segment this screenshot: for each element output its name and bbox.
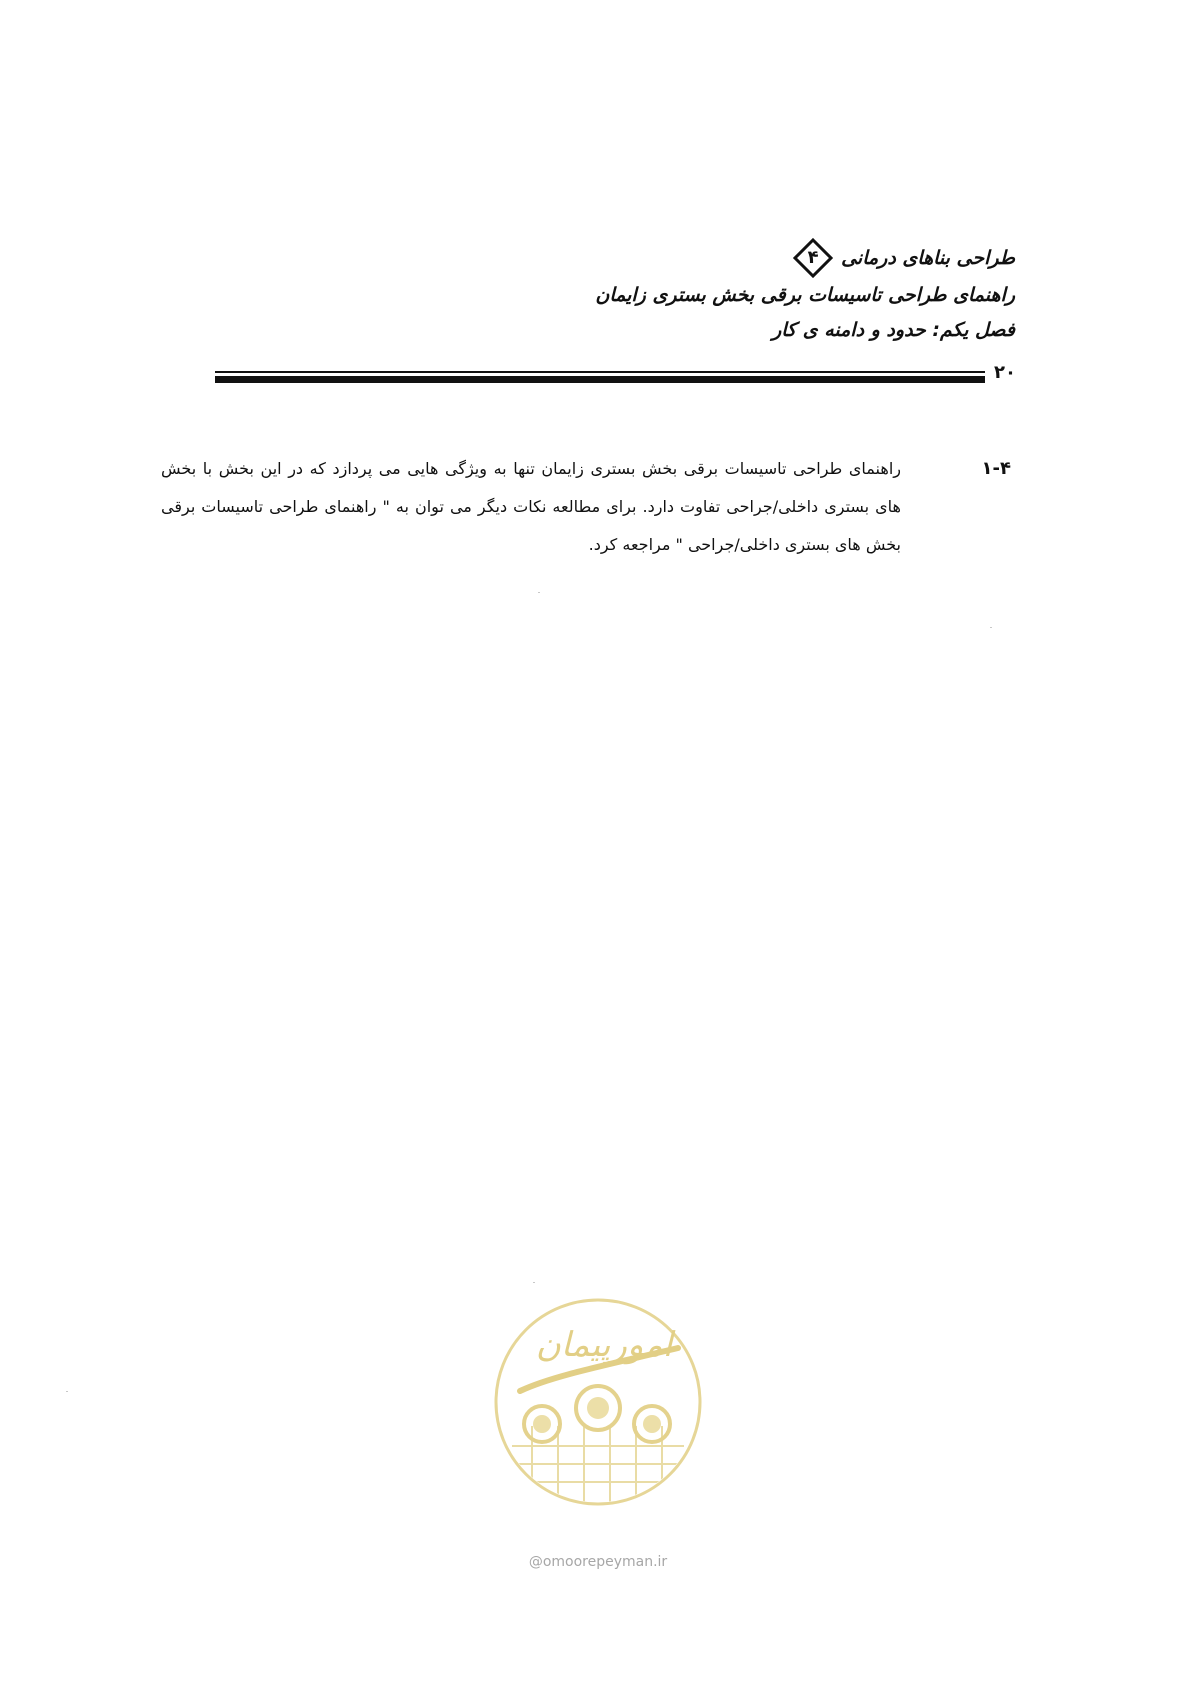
watermark-logo-text: امورپیمان [535,1325,673,1365]
section-number: ۱-۴ [981,458,1011,479]
section-paragraph: راهنمای طراحی تاسیسات برقی بخش بستری زایمان تنها به ویژگی هایی می پردازد که در این بخش با بخش های بستری داخلی/جراحی تفاوت دارد. برای مطالعه نکات دیگر می توان به " راهنمای طراحی تاسیسات برقی بخش های بستری داخلی/جراحی " مراجعه کرد. [161,459,901,554]
series-title-line [415,238,1015,278]
series-number: ۴ [807,247,819,268]
scan-speck [66,1391,68,1392]
chapter-title: فصل یکم: حدود و دامنه ی کار [772,319,1015,341]
watermark-domain: @omoorepeyman.ir [528,1554,668,1570]
watermark-logo [492,1296,704,1508]
header-rule-thick [215,376,985,383]
series-number-badge [793,238,833,278]
scan-speck [990,627,992,628]
header-rule [215,362,1016,398]
page-header [415,238,1015,348]
scan-speck [533,1282,535,1283]
series-title: طراحی بناهای درمانی [841,246,1015,269]
guide-title: راهنمای طراحی تاسیسات برقی بخش بستری زایمان [595,284,1015,306]
scan-speck [538,592,540,593]
page-number: ۲۰ [994,362,1016,383]
header-rule-thin [215,371,985,373]
